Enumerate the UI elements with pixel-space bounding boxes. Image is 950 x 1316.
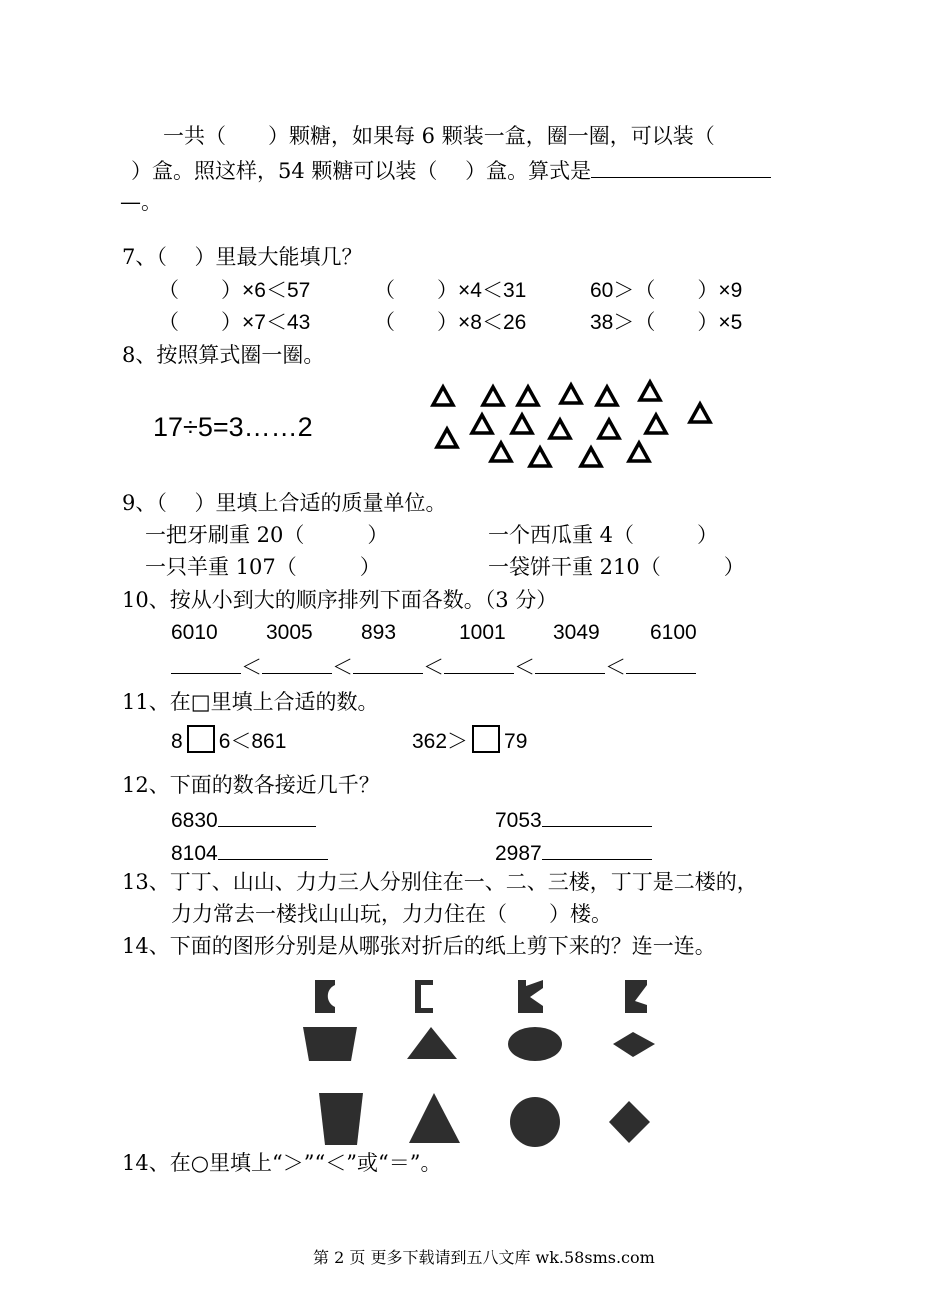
triangle-13 (646, 415, 666, 433)
q13-line2: 力力常去一楼找山山玩，力力住在（ ）楼。 (171, 902, 612, 926)
q10-blank-3[interactable] (353, 651, 423, 674)
q12-title: 12、下面的数各接近几千？ (122, 773, 380, 797)
triangle-6 (640, 382, 660, 400)
triangle-12 (599, 420, 619, 438)
q9-c: 一只羊重 107（ ） (145, 555, 381, 579)
triangle-15 (530, 448, 550, 466)
triangle-2 (483, 387, 503, 405)
small-triangle-shape (407, 1027, 457, 1059)
q11-e1-post: 6＜861 (218, 730, 287, 753)
q8-title: 8、按照算式圈一圈。 (122, 343, 325, 367)
triangle-9 (472, 415, 492, 433)
triangle-17 (629, 443, 649, 461)
small-ellipse-shape (508, 1027, 562, 1061)
q11-box-2[interactable] (472, 725, 500, 753)
q11-expression-1 (171, 725, 286, 756)
q10-blank-2[interactable] (262, 651, 332, 674)
large-trapezoid-shape (319, 1093, 363, 1145)
half-circle-shape (315, 980, 335, 1013)
q6-line1: 一共（ ）颗糖，如果每 6 颗装一盒，圈一圈，可以装（ (163, 124, 715, 148)
q10-number-6: 6100 (650, 621, 697, 644)
q12-blank-1[interactable] (218, 804, 316, 827)
triangle-1 (433, 387, 453, 405)
q7-r2c2: （ ）×8＜26 (374, 311, 527, 334)
large-diamond-shape (609, 1101, 650, 1143)
triangle-16 (581, 448, 601, 466)
q10-number-5: 3049 (553, 621, 600, 644)
q6-line2 (131, 155, 771, 185)
q6-answer-blank[interactable] (591, 155, 771, 178)
q12-item-4 (495, 837, 652, 868)
q12-blank-2[interactable] (542, 804, 652, 827)
q7-r2c1: （ ）×7＜43 (158, 311, 311, 334)
q10-number-2: 3005 (266, 621, 313, 644)
q11-e2-pre: 362＞ (412, 730, 469, 753)
q10-sign-1: ＜ (241, 655, 262, 679)
half-diamond-shape (625, 980, 647, 1013)
q9-a: 一把牙刷重 20（ ） (145, 523, 389, 547)
q10-sign-5: ＜ (605, 655, 626, 679)
q9-title: 9、（ ）里填上合适的质量单位。 (122, 491, 447, 515)
q12-n4: 2987 (495, 842, 542, 865)
page-footer: 第 2 页 更多下载请到五八文库 wk.58sms.com (313, 1248, 655, 1267)
q10-order-row (171, 651, 696, 681)
q11-e2-post: 79 (504, 730, 528, 753)
q7-r1c3: 60＞（ ）×9 (590, 279, 743, 302)
q12-n2: 7053 (495, 809, 542, 832)
q9-d: 一袋饼干重 210（ ） (488, 555, 745, 579)
q12-item-2 (495, 804, 652, 835)
q7-r1c1: （ ）×6＜57 (158, 279, 311, 302)
half-triangle-shape (518, 980, 543, 1013)
small-trapezoid-shape (303, 1027, 357, 1061)
folded-shapes (295, 975, 675, 1155)
q12-item-3 (171, 837, 328, 868)
triangle-14 (491, 443, 511, 461)
triangle-11 (550, 420, 570, 438)
q10-sign-2: ＜ (332, 655, 353, 679)
triangle-3 (518, 387, 538, 405)
q12-n1: 6830 (171, 809, 218, 832)
small-diamond-shape (613, 1032, 655, 1057)
triangle-10 (512, 415, 532, 433)
q10-blank-5[interactable] (535, 651, 605, 674)
q11-title: 11、在□里填上合适的数。 (122, 690, 379, 714)
q10-number-4: 1001 (459, 621, 506, 644)
q6-line3: —。 (120, 190, 162, 214)
large-circle-shape (510, 1097, 560, 1147)
triangle-5 (597, 387, 617, 405)
triangle-7 (690, 404, 710, 422)
q10-number-1: 6010 (171, 621, 218, 644)
q12-n3: 8104 (171, 842, 218, 865)
q8-equation: 17÷5=3……2 (153, 412, 313, 442)
q14b-title: 14、在○里填上“＞”“＜”或“＝”。 (122, 1151, 442, 1175)
q14-title: 14、下面的图形分别是从哪张对折后的纸上剪下来的？连一连。 (122, 934, 716, 958)
half-trapezoid-shape (415, 980, 433, 1013)
q10-sign-4: ＜ (514, 655, 535, 679)
q12-item-1 (171, 804, 316, 835)
q11-expression-2 (412, 725, 527, 756)
q7-title: 7、（ ）里最大能填几？ (122, 245, 363, 269)
q10-blank-4[interactable] (444, 651, 514, 674)
q7-r2c3: 38＞（ ）×5 (590, 311, 743, 334)
triangle-4 (561, 385, 581, 403)
q6-line2-text: ）盒。照这样，54 颗糖可以装（ ）盒。算式是 (131, 159, 592, 183)
q13-line1: 13、丁丁、山山、力力三人分别住在一、二、三楼，丁丁是二楼的， (122, 870, 758, 894)
q12-blank-3[interactable] (218, 837, 328, 860)
large-triangle-shape (409, 1093, 460, 1143)
q10-number-3: 893 (361, 621, 397, 644)
q11-box-1[interactable] (187, 725, 215, 753)
q11-e1-pre: 8 (171, 730, 183, 753)
q10-blank-1[interactable] (171, 651, 241, 674)
q10-sign-3: ＜ (423, 655, 444, 679)
q12-blank-4[interactable] (542, 837, 652, 860)
q7-r1c2: （ ）×4＜31 (374, 279, 527, 302)
q10-title: 10、按从小到大的顺序排列下面各数。（3 分） (122, 588, 558, 612)
q9-b: 一个西瓜重 4（ ） (488, 523, 719, 547)
triangles-group (425, 375, 725, 475)
triangle-8 (437, 429, 457, 447)
q10-blank-6[interactable] (626, 651, 696, 674)
